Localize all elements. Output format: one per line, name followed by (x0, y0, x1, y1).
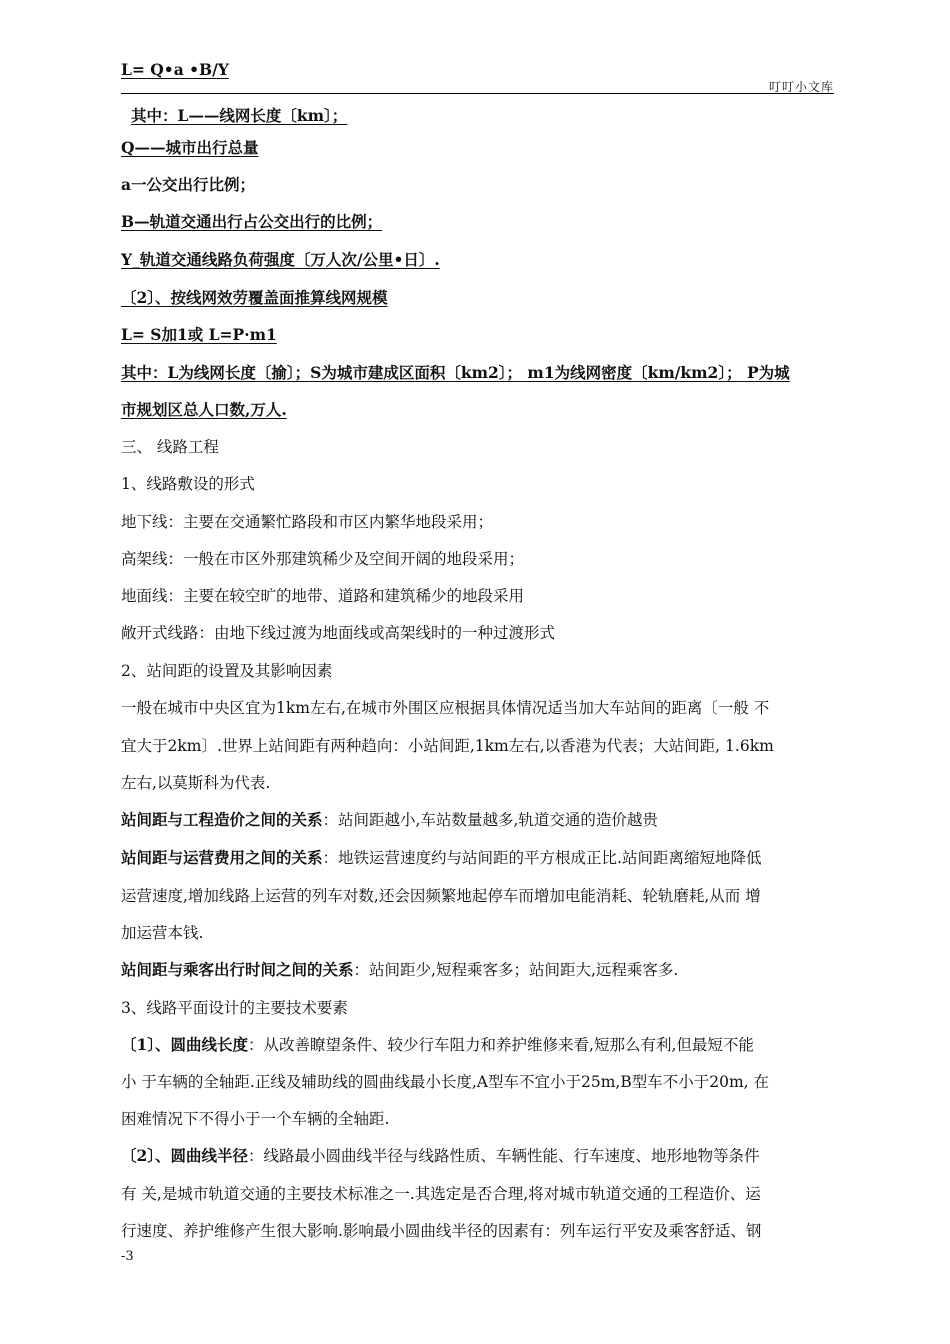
text-line: 加运营本钱. (121, 924, 204, 942)
page-number: -3 (121, 1249, 134, 1264)
text-line: 地面线：主要在较空旷的地带、道路和建筑稀少的地段采用 (121, 587, 525, 605)
text-span: 其中：L为线网长度〔揄〕；S为城市建成区面积〔km2〕； m1为线网密度〔km/km2〕； P为城 (121, 363, 790, 382)
text-label: 站间距与乘客出行时间之间的关系 (121, 960, 354, 979)
text-line: 2、站间距的设置及其影响因素 (121, 662, 333, 680)
text-label: 站间距与运营费用之间的关系 (121, 848, 323, 867)
text-span: ：线路最小圆曲线半径与线路性质、车辆性能、行车速度、地形地物等条件 (248, 1147, 760, 1165)
text-span: ：从改善瞭望条件、较少行车阻力和养护维修来看,短那么有利,但最短不能 (248, 1036, 754, 1054)
text-line: 3、线路平面设计的主要技术要素 (121, 999, 348, 1017)
text-line: 宜大于2km〕.世界上站间距有两种趋向：小站间距,1km左右,以香港为代表；大站间距, 1.6km (121, 737, 774, 755)
text-line (121, 960, 678, 980)
section-heading: 三、 线路工程 (121, 438, 219, 456)
text-line: 困难情况下不得小于一个车辆的全轴距. (121, 1110, 390, 1128)
text-line: 地下线：主要在交通繁忙路段和市区内繁华地段采用； (121, 513, 494, 531)
text-line: 1、线路敷设的形式 (121, 475, 255, 493)
text-label: 〔1〕、圆曲线长度 (121, 1035, 249, 1054)
text-label: 站间距与工程造价之间的关系 (121, 810, 323, 829)
text-line: Y_轨道交通线路负荷强度〔万人次/公里•日〕. (121, 250, 440, 269)
text-line: 小 于车辆的全轴距.正线及辅助线的圆曲线最小长度,A型车不宜小于25m,B型车不小于20m, 在 (121, 1073, 769, 1091)
text-span: ：站间距越小,车站数量越多,轨道交通的造价越贵 (322, 811, 658, 829)
text-line (121, 363, 834, 383)
text-line: 敞开式线路：由地下线过渡为地面线或高架线时的一种过渡形式 (121, 624, 556, 642)
header-divider (121, 93, 834, 94)
text-line: 行速度、养护维修产生很大影响.影响最小圆曲线半径的因素有：列车运行平安及乘客舒适、钢 (121, 1222, 762, 1240)
text-line: 运营速度,增加线路上运营的列车对数,还会因频繁地起停车而增加电能消耗、轮轨磨耗,从而 增 (121, 887, 761, 905)
text-line: a一公交出行比例； (121, 175, 256, 194)
text-line: 〔2〕、按线网效劳覆盖面推算线网规模 (121, 288, 388, 307)
text-label: 〔2〕、圆曲线半径 (121, 1146, 249, 1165)
header-site-name: 叮叮小文库 (768, 80, 834, 94)
text-line (121, 848, 761, 868)
text-line: 市规划区总人口数,万人. (121, 400, 287, 419)
text-line: 有 关,是城市轨道交通的主要技术标准之一.其选定是否合理,将对城市轨道交通的工程造价、运 (121, 1185, 761, 1203)
text-line: 一般在城市中央区宜为1km左右,在城市外围区应根据具体情况适当加大车站间的距离〔一般 不 (121, 699, 770, 717)
text-span: ：地铁运营速度约与站间距的平方根成正比.站间距离缩短地降低 (322, 849, 762, 867)
header-formula: L= Q•a •B/Y (121, 60, 229, 79)
text-line: L= S加1或 L=P·m1 (121, 325, 277, 344)
text-line (121, 1035, 754, 1055)
text-line: Q——城市出行总量 (121, 138, 259, 157)
text-line: 其中：L——线网长度〔km〕； (131, 106, 348, 125)
text-line: B—轨道交通出行占公交出行的比例； (121, 212, 383, 231)
text-span: ：站间距少,短程乘客多；站间距大,远程乘客多. (353, 961, 679, 979)
text-line: 左右,以莫斯科为代表. (121, 774, 271, 792)
text-line (121, 1146, 760, 1166)
text-line: 高架线：一般在市区外那建筑稀少及空间开阔的地段采用； (121, 550, 525, 568)
text-line (121, 810, 658, 830)
